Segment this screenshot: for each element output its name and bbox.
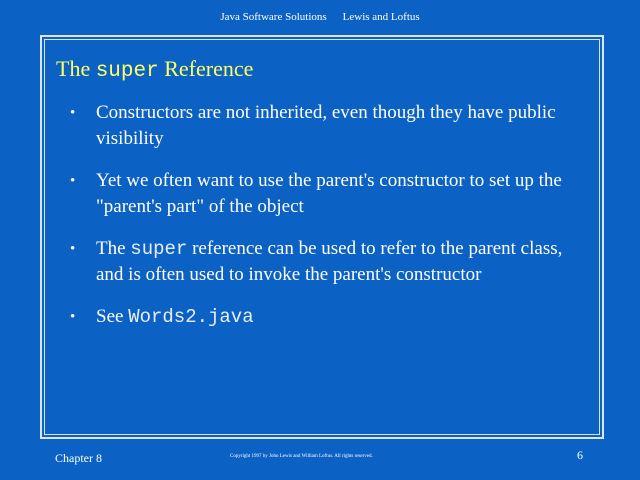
bullet-list <box>70 100 580 346</box>
footer-chapter: Chapter 8 <box>55 451 102 465</box>
bullet-icon: • <box>70 173 76 189</box>
footer-page-number: 6 <box>577 448 583 462</box>
slide-header <box>0 11 640 23</box>
bullet-item <box>70 304 580 330</box>
footer-copyright: Copyright 1997 by John Lewis and William Loftus. All rights reserved. <box>230 454 373 459</box>
book-authors: Lewis and Loftus <box>342 11 420 23</box>
bullet-text-pre: The <box>96 238 131 259</box>
bullet-icon: • <box>70 309 76 325</box>
bullet-item <box>70 236 580 288</box>
bullet-code: super <box>130 238 188 260</box>
bullet-text: Constructors are not inherited, even though they have public visibility <box>96 102 556 149</box>
bullet-text: Yet we often want to use the parent's constructor to set up the "parent's part" of the object <box>96 170 562 217</box>
bullet-text-post: reference can be used to refer to the parent class, and is often used to invoke the parent's constructor <box>96 238 563 285</box>
title-suffix: Reference <box>158 56 254 81</box>
slide-title <box>56 56 253 83</box>
title-prefix: The <box>56 56 96 81</box>
book-title: Java Software Solutions <box>220 11 327 23</box>
bullet-item <box>70 100 580 152</box>
bullet-code: Words2.java <box>128 306 254 328</box>
bullet-item <box>70 168 580 220</box>
bullet-icon: • <box>70 105 76 121</box>
bullet-text-pre: See <box>96 306 129 327</box>
title-code: super <box>95 60 159 83</box>
bullet-icon: • <box>70 241 76 257</box>
